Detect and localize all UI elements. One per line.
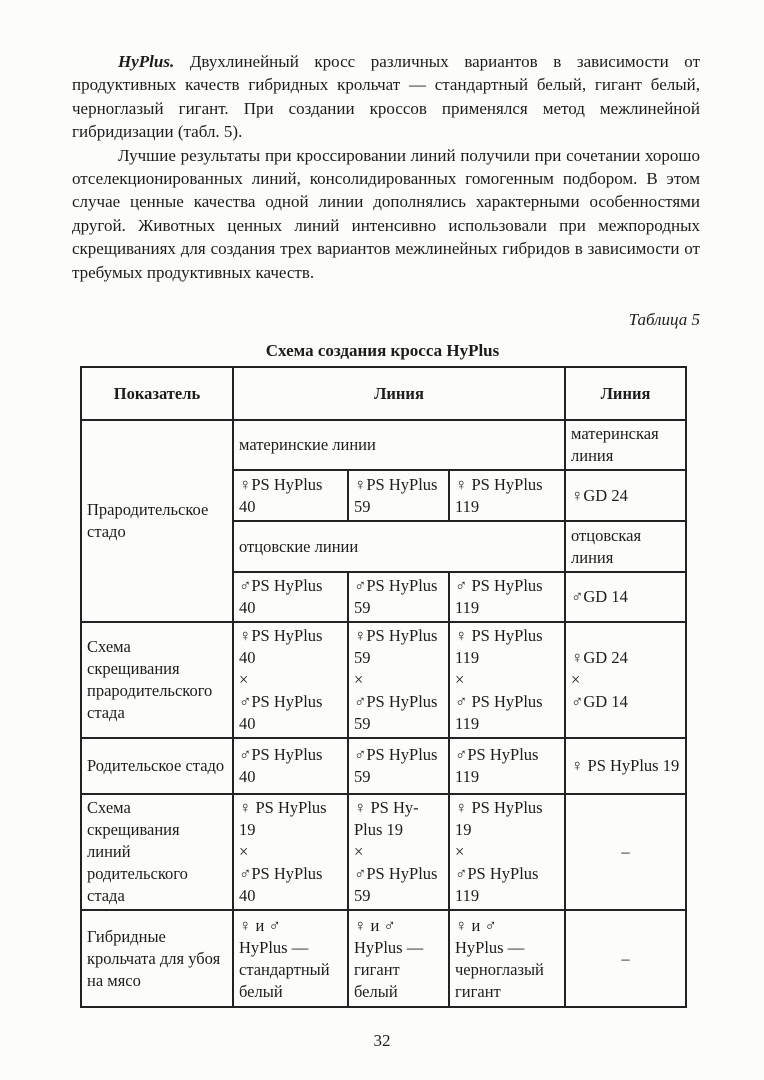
cell-line: HyPlus — (354, 937, 424, 957)
paragraph-hyplus (72, 50, 700, 144)
cell-maternal-gd24: ♀GD 24 (565, 470, 686, 521)
table-caption-number: Таблица 5 (628, 310, 700, 329)
cell-parent-stock-label: Прародительское стадо (81, 420, 233, 622)
cell-line: HyPlus — (239, 937, 309, 957)
cross-sign: × (354, 670, 364, 689)
cell-line: ♂ PS HyPlus 119 (455, 692, 543, 733)
cell-line: гигант белый (354, 959, 400, 1001)
cell-line: ♀PS HyPlus 59 (354, 626, 438, 667)
cell-line: ♀GD 24 (571, 648, 628, 667)
cell-hybrid-giant-white (348, 910, 449, 1007)
cell-hybrid-dash: – (565, 910, 686, 1007)
paragraph-hyplus-text: Двухлинейный кросс различных вариантов в зависимости от продуктивных качеств гибридных крольчат — стандартный белый, гигант белый, черноглазый гигант. При создании кроссов применялся метод межлинейной гибридизации (табл. 5). (72, 52, 700, 142)
cell-cross-parent-label: Схема скрещивания прародительского стада (81, 622, 233, 738)
header-liniya-gd: Линия (565, 367, 686, 420)
cell-line: ♂PS HyPlus 119 (455, 864, 539, 905)
cell-line: ♂PS HyPlus 40 (239, 692, 323, 733)
cell-cross-parent-59 (348, 622, 449, 738)
cross-sign: × (354, 842, 364, 861)
cell-hybrid-standard-white (233, 910, 348, 1007)
cell-cross-parent-40 (233, 622, 348, 738)
cell-paternal-ps59: ♂PS HyPlus 59 (348, 572, 449, 622)
cell-paternal-line-label: отцовская линия (565, 521, 686, 572)
cross-sign: × (455, 842, 465, 861)
cell-hybrid-label: Гибридные крольчата для убоя на мясо (81, 910, 233, 1007)
cell-line: стандартный белый (239, 959, 330, 1001)
paragraph-best-results: Лучшие результаты при кроссировании линий получили при сочетании хорошо отселекционированных линий, консолидированных гомогенным подбором. В этом случае ценные качества одной линии дополнялись характерными особенностями другой. Животных ценных линий интенсивно использовали при межпородных скрещиваниях для создания трех вариантов межлинейных гибридов в зависимости от требумых продуктивных качеств. (72, 145, 700, 282)
page-number: 32 (373, 1031, 391, 1050)
cell-line: ♀ PS HyPlus 119 (455, 626, 543, 667)
cross-sign: × (239, 842, 249, 861)
header-pokazatel: Показатель (81, 367, 233, 420)
cell-line: ♀ и ♂ (239, 915, 281, 935)
cell-line: ♀ PS HyPlus 19 (455, 798, 543, 839)
cross-sign: × (239, 670, 249, 689)
cell-paternal-ps40: ♂PS HyPlus 40 (233, 572, 348, 622)
cell-line: ♂PS HyPlus 59 (354, 692, 438, 733)
table-title: Схема создания кросса HyPlus (265, 341, 500, 360)
cell-cross-lines-40 (233, 794, 348, 910)
cell-maternal-ps59: ♀PS HyPlus 59 (348, 470, 449, 521)
cell-line: HyPlus — (455, 937, 525, 957)
cell-line: ♂PS HyPlus 59 (354, 864, 438, 905)
cell-hybrid-blackeyed-giant (449, 910, 565, 1007)
cell-line: черноглазый гигант (455, 959, 544, 1001)
table-row-parent-herd (81, 738, 686, 794)
cell-cross-lines-label: Схема скрещивания линий родительского стада (81, 794, 233, 910)
cell-parent-herd-59: ♂PS HyPlus 59 (348, 738, 449, 794)
cell-cross-parent-gd (565, 622, 686, 738)
cell-line: ♀PS HyPlus 40 (239, 626, 323, 667)
cell-paternal-ps119: ♂ PS HyPlus 119 (449, 572, 565, 622)
cell-cross-parent-119 (449, 622, 565, 738)
cell-parent-herd-label: Родительское стадо (81, 738, 233, 794)
cell-line: ♀ и ♂ (455, 915, 497, 935)
cross-scheme-table (80, 366, 687, 1008)
cell-maternal-ps119: ♀ PS HyPlus 119 (449, 470, 565, 521)
cell-cross-lines-119 (449, 794, 565, 910)
cell-line: ♂PS HyPlus 40 (239, 864, 323, 905)
cell-paternal-gd14: ♂GD 14 (565, 572, 686, 622)
table-row-cross-parent (81, 622, 686, 738)
cell-line: ♀ и ♂ (354, 915, 396, 935)
cell-paternal-group-label: отцовские линии (233, 521, 565, 572)
table-row-maternal-group (81, 420, 686, 470)
cross-sign: × (571, 670, 581, 689)
cell-maternal-ps40: ♀PS HyPlus 40 (233, 470, 348, 521)
cell-cross-lines-59 (348, 794, 449, 910)
paragraph-lead-hyplus: HyPlus. (118, 52, 175, 71)
cell-line: ♀ PS HyPlus 19 (239, 798, 327, 839)
cell-maternal-group-label: материнские линии (233, 420, 565, 470)
cross-sign: × (455, 670, 465, 689)
cell-parent-herd-19: ♀ PS HyPlus 19 (565, 738, 686, 794)
cell-parent-herd-119: ♂PS HyPlus 119 (449, 738, 565, 794)
header-liniya-main: Линия (233, 367, 565, 420)
cell-cross-lines-dash: – (565, 794, 686, 910)
body-text-block (72, 50, 700, 284)
cell-maternal-line-label: материнская линия (565, 420, 686, 470)
table-row-cross-lines (81, 794, 686, 910)
cell-line: ♂GD 14 (571, 692, 628, 711)
table-row-hybrid (81, 910, 686, 1007)
table-header-row (81, 367, 686, 420)
cell-line: ♀ PS Hy-Plus 19 (354, 798, 419, 839)
cell-parent-herd-40: ♂PS HyPlus 40 (233, 738, 348, 794)
